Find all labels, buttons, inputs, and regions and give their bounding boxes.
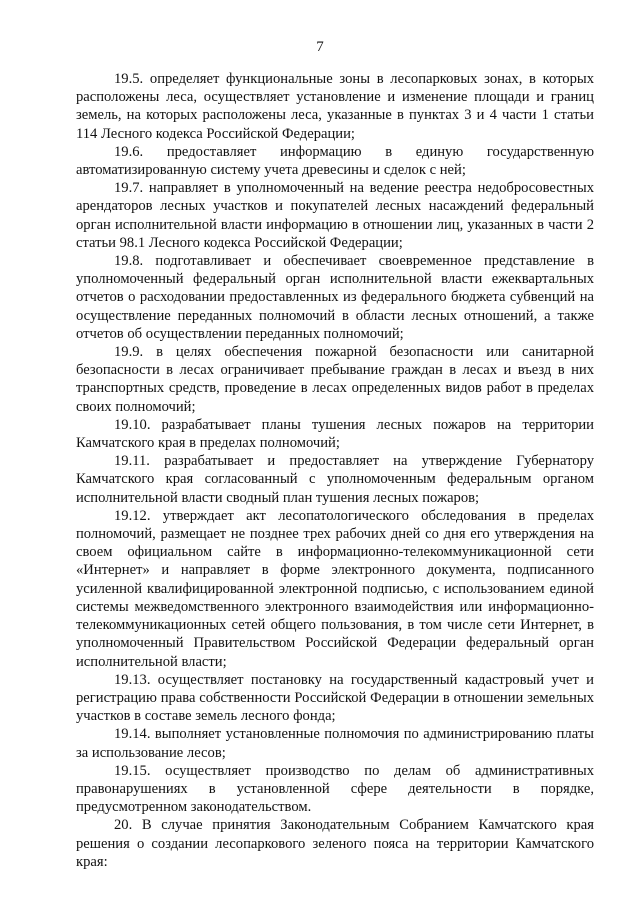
paragraph-19-15: 19.15. осуществляет производство по делам об административных правонарушениях в установленной сфере деятельности в порядке, предусмотренном законодательством. xyxy=(76,762,594,816)
document-body xyxy=(76,70,594,871)
paragraph-19-6: 19.6. предоставляет информацию в единую государственную автоматизированную систему учета древесины и сделок с ней; xyxy=(76,143,594,179)
paragraph-19-9: 19.9. в целях обеспечения пожарной безопасности или санитарной безопасности в лесах ограничивает пребывание граждан в лесах и въезд в них транспортных средств, проведение в лесах определенных видов работ в пределах своих полномочий; xyxy=(76,344,594,415)
paragraph-19-7: 19.7. направляет в уполномоченный на ведение реестра недобросовестных арендаторов лесных участков и покупателей лесных насаждений федеральный орган исполнительной власти информацию в отношении лиц, указанных в части 2 статьи 98.1 Лесного кодекса Российской Федерации; xyxy=(76,180,594,251)
paragraph-19-13: 19.13. осуществляет постановку на государственный кадастровый учет и регистрацию права собственности Российской Федерации в отношении земельных участков в составе земель лесного фонда; xyxy=(76,671,594,725)
paragraph-20: 20. В случае принятия Законодательным Собранием Камчатского края решения о создании лесопаркового зеленого пояса на территории Камчатского края: xyxy=(76,817,594,870)
paragraph-19-14: 19.14. выполняет установленные полномочия по администрированию платы за использование лесов; xyxy=(76,726,594,761)
paragraph-19-5: 19.5. определяет функциональные зоны в лесопарковых зонах, в которых расположены леса, осуществляет установление и изменение площади и границ земель, на которых расположены леса, указанные в пунктах 3 и 4 части 1 статьи 114 Лесного кодекса Российской Федерации; xyxy=(76,71,594,142)
paragraph-19-8: 19.8. подготавливает и обеспечивает своевременное представление в уполномоченный федеральный орган исполнительной власти ежеквартальных отчетов о расходовании предоставленных из федерального бюджета субвенций на осуществление переданных полномочий в области лесных отношений, а также отчетов об осуществлении переданных полномочий; xyxy=(76,253,594,342)
paragraph-19-11: 19.11. разрабатывает и предоставляет на утверждение Губернатору Камчатского края согласованный с уполномоченным федеральным органом исполнительной власти сводный план тушения лесных пожаров; xyxy=(76,453,594,506)
paragraph-19-10: 19.10. разрабатывает планы тушения лесных пожаров на территории Камчатского края в пределах полномочий; xyxy=(76,416,594,452)
page-number: 7 xyxy=(316,39,324,55)
paragraph-19-12: 19.12. утверждает акт лесопатологического обследования в пределах полномочий, размещает не позднее трех рабочих дней со дня его утверждения на своем официальном сайте в информационно-телекоммуникационной сети «Интернет» и направляет в форме электронного документа, подписанного усиленной квалифицированной электронной подписью, с использованием единой системы межведомственного электронного взаимодействия или информационно-телекоммуникационных сетей общего пользования, в том числе сети Интернет, в уполномоченный Правительством Российской Федерации федеральный орган исполнительной власти; xyxy=(76,507,594,670)
